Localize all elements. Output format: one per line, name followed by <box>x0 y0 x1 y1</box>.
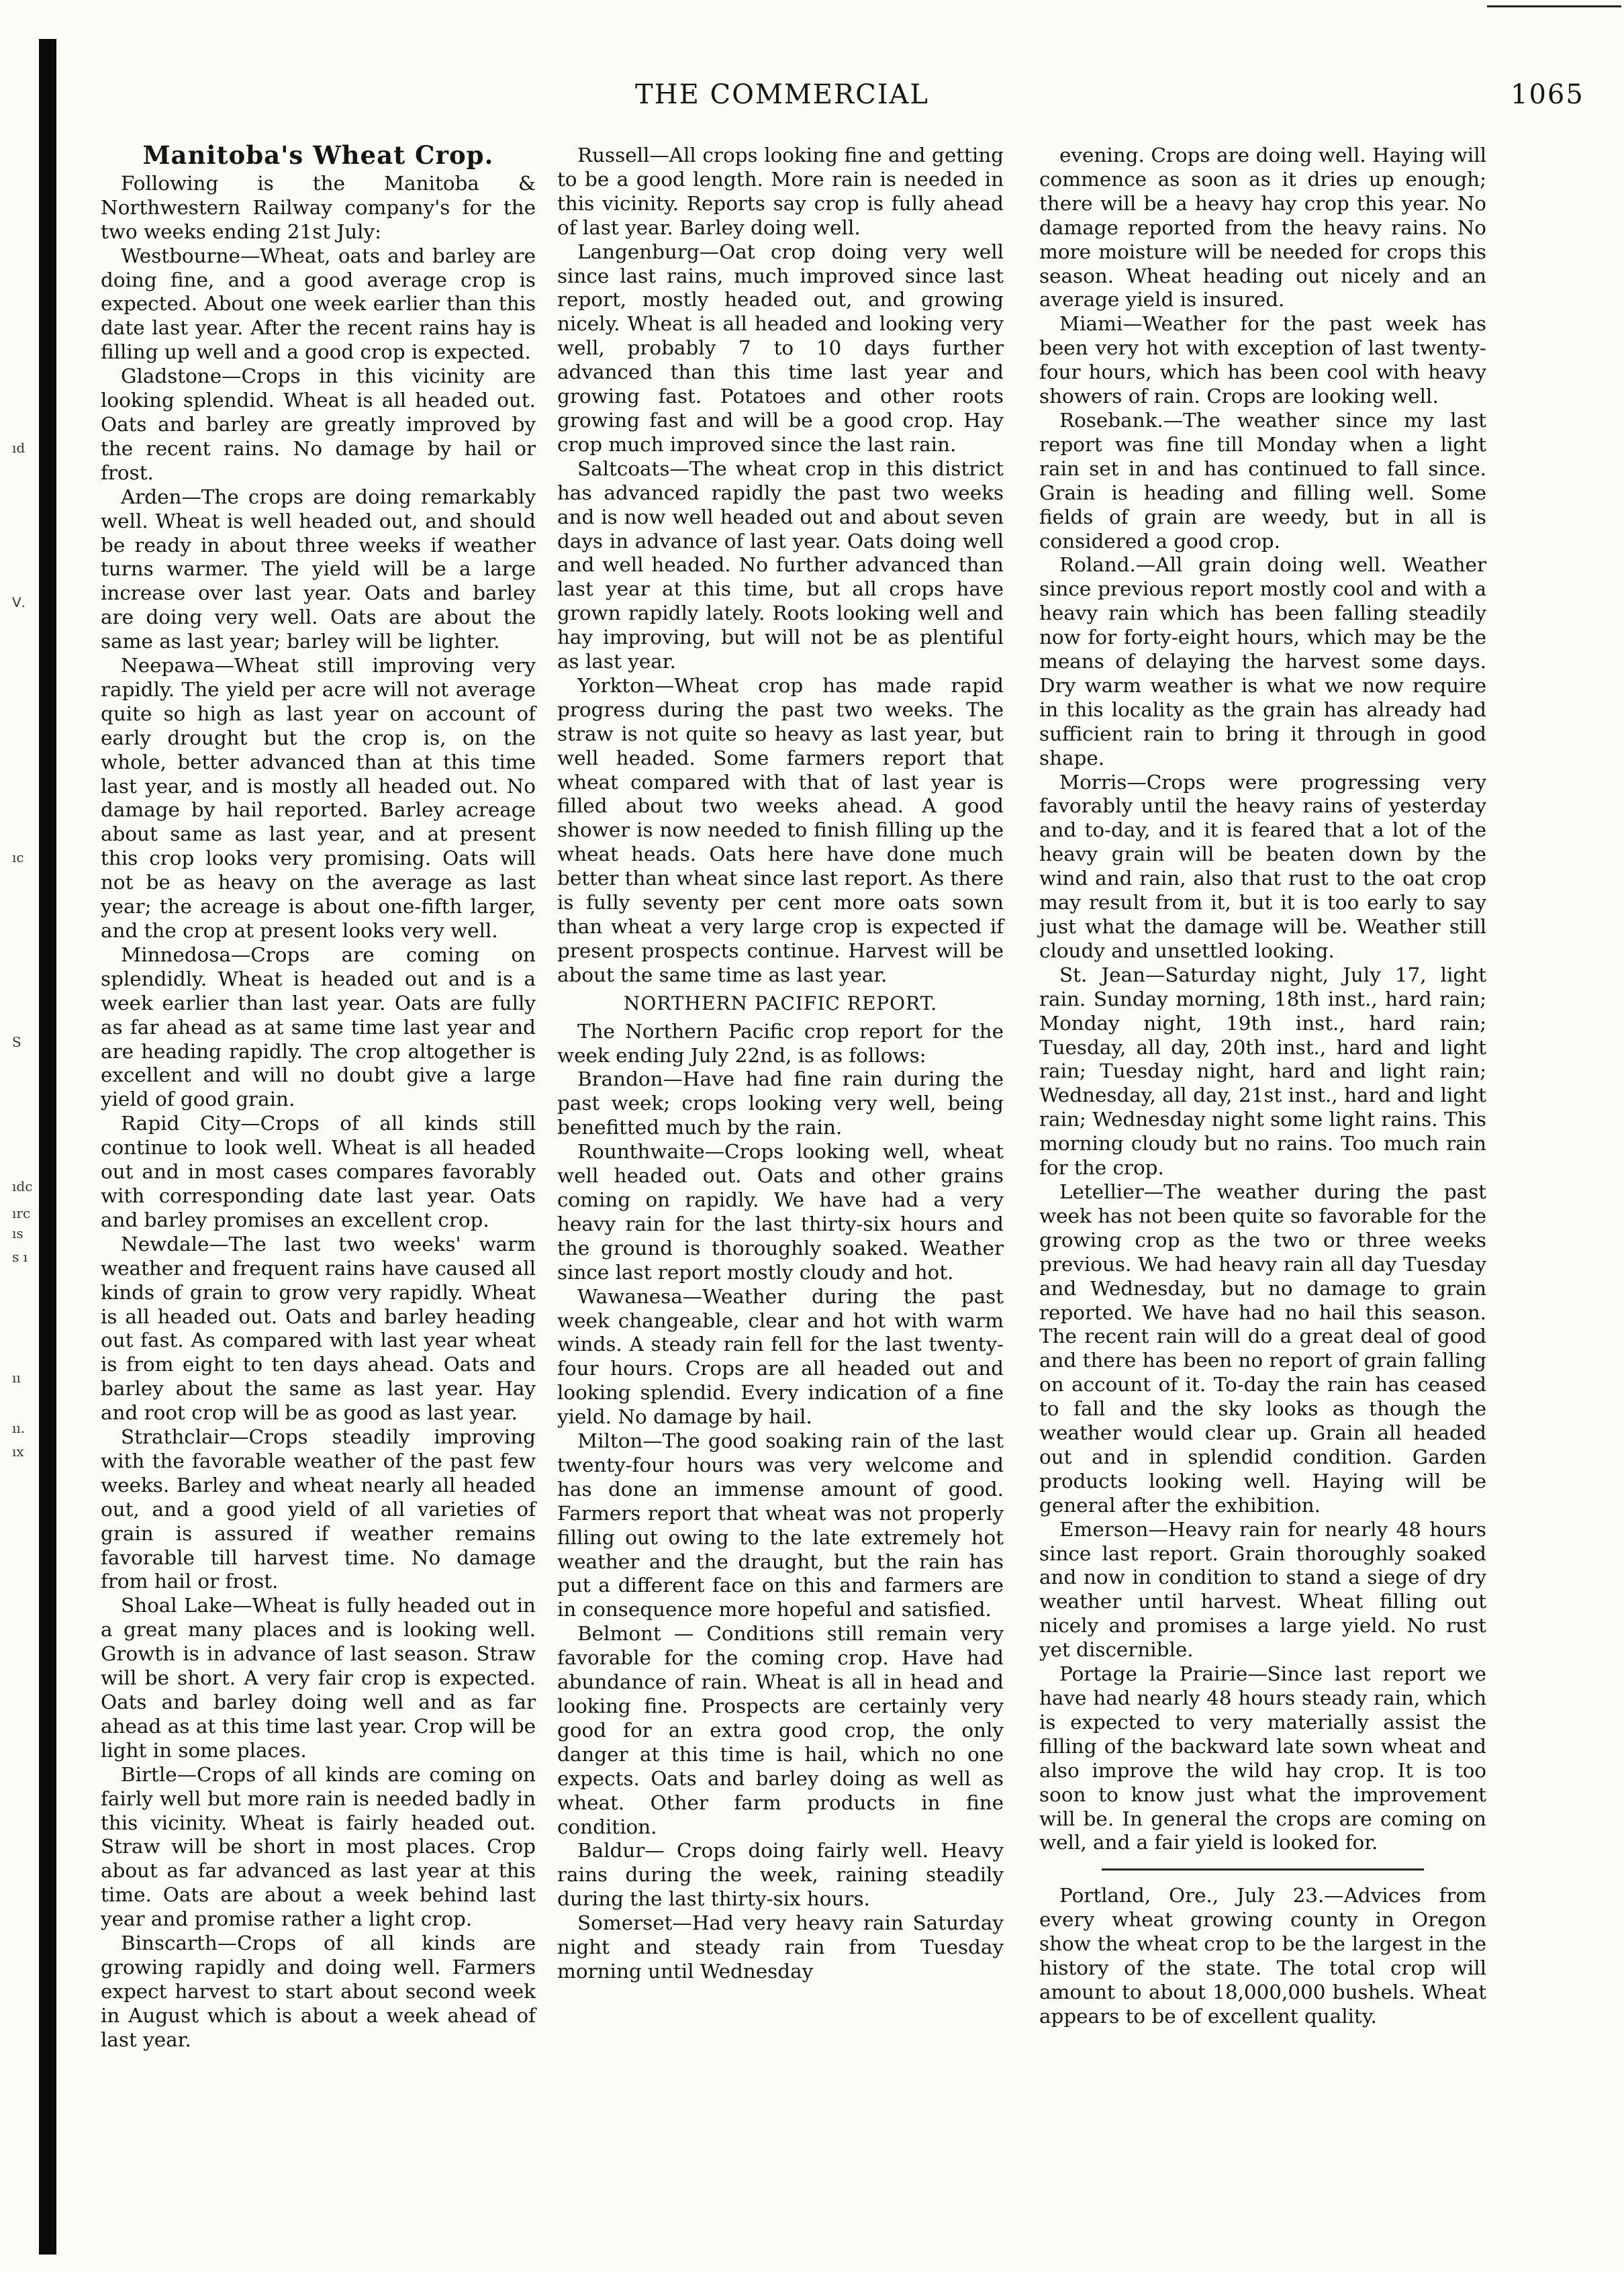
col3-paragraph: Emerson—Heavy rain for nearly 48 hours since last report. Grain thoroughly soaked and now in condition to stand a siege of dry weather until harvest. Wheat filling out nicely and promises a large yield. No rust yet discernible. <box>1039 1517 1486 1662</box>
col1-paragraph: Westbourne—Wheat, oats and barley are doing fine, and a good average crop is expected. About one week earlier than this date last year. After the recent rains hay is filling up well and a good crop is expected. <box>101 244 536 364</box>
col2-np-paragraph: Baldur— Crops doing fairly well. Heavy rains during the week, raining steadily during the last thirty-six hours. <box>557 1839 1004 1911</box>
column-3-body-top <box>1039 144 1486 1855</box>
column-1-body <box>101 172 536 2052</box>
col1-paragraph: Following is the Manitoba & Northwestern Railway company's for the two weeks ending 21st July: <box>101 171 536 243</box>
col3-paragraph: Morris—Crops were progressing very favorably until the heavy rains of yesterday and to-day, and it is feared that a lot of the heavy grain will be beaten down by the wind and rain, also that rust to the oat crop may result from it, but it is too early to say just what the damage will be. Weather still cloudy and unsettled looking. <box>1039 770 1486 962</box>
section-heading: NORTHERN PACIFIC REPORT. <box>623 992 938 1014</box>
page-number: 1065 <box>1511 79 1584 110</box>
margin-mark: ıs <box>12 1225 23 1241</box>
col3-paragraph: Portage la Prairie—Since last report we have had nearly 48 hours steady rain, which is expected to very materially assist the filling of the backward late sown wheat and also improve the wild hay crop. It is too soon to know just what the improvement will be. In general the crops are coming on well, and a fair yield is looked for. <box>1039 1662 1486 1854</box>
column-2-body-top <box>557 144 1004 988</box>
col2-np-paragraph: Somerset—Had very heavy rain Saturday night and steady rain from Tuesday morning until Wednesday <box>557 1911 1004 1983</box>
binding-shadow <box>39 39 56 2255</box>
margin-mark: ıx <box>12 1443 24 1460</box>
page-header-title: THE COMMERCIAL <box>635 79 929 110</box>
margin-mark: ıc <box>12 849 24 865</box>
top-edge-rule <box>1487 5 1621 7</box>
col3-paragraph: evening. Crops are doing well. Haying will commence as soon as it dries up enough; there will be a heavy hay crop this year. No damage reported from the heavy rains. No more moisture will be needed for crops this season. Wheat heading out nicely and an average yield is insured. <box>1039 144 1486 312</box>
col2-paragraph: Russell—All crops looking fine and getting to be a good length. More rain is needed in this vicinity. Reports say crop is fully ahead of last year. Barley doing well. <box>557 144 1004 239</box>
col1-paragraph: Birtle—Crops of all kinds are coming on fairly well but more rain is needed badly in this vicinity. Wheat is fairly headed out. Straw will be short in most places. Crop about as far advanced as last year at this time. Oats are about a week behind last year and promise rather a light crop. <box>101 1762 536 1931</box>
col3-paragraph: St. Jean—Saturday night, July 17, light rain. Sunday morning, 18th inst., hard rain; Monday night, 19th inst., hard rain; Tuesday, all day, 20th inst., hard and light rain; Tuesday night, hard and light rain; Wednesday, all day, 21st inst., hard and light rain; Wednesday night some light rains. This morning cloudy but no rains. Too much rain for the crop. <box>1039 963 1486 1180</box>
margin-mark: ıı <box>12 1370 21 1386</box>
col1-paragraph: Shoal Lake—Wheat is fully headed out in a great many places and is looking well. Growth is in advance of last season. Straw will be short. A very fair crop is expected. Oats and barley doing well and as far ahead as at this time last year. Crop will be light in some places. <box>101 1594 536 1762</box>
col2-np-paragraph: Wawanesa—Weather during the past week changeable, clear and hot with warm winds. A steady rain fell for the last twenty-four hours. Crops are all headed out and looking splendid. Every indication of a fine yield. No damage by hail. <box>557 1284 1004 1429</box>
column-3 <box>1039 144 1486 2029</box>
col2-np-paragraph: Belmont — Conditions still remain very favorable for the coming crop. Have had abundance of rain. Wheat is all in head and looking fine. Prospects are certainly very good for an extra good crop, the only danger at this time is hail, which no one expects. Oats and barley doing as well as wheat. Other farm products in fine condition. <box>557 1622 1004 1838</box>
column-2-body-bottom <box>557 1020 1004 1984</box>
col2-np-paragraph: Rounthwaite—Crops looking well, wheat well headed out. Oats and other grains coming on rapidly. We have had a very heavy rain for the last thirty-six hours and the ground is thoroughly soaked. Weather since last report mostly cloudy and hot. <box>557 1140 1004 1284</box>
column-1 <box>101 140 536 2052</box>
col2-paragraph: Yorkton—Wheat crop has made rapid progress during the past two weeks. The straw is not quite so heavy as last year, but well headed. Some farmers report that wheat compared with that of last year is filled about two weeks ahead. A good shower is now needed to finish filling up the wheat heads. Oats here have done much better than wheat since last report. As there is fully seventy per cent more oats sown than wheat a very large crop is expected if present prospects continue. Harvest will be about the same time as last year. <box>557 673 1004 986</box>
margin-mark: ırc <box>12 1205 31 1221</box>
col1-paragraph: Binscarth—Crops of all kinds are growing rapidly and doing well. Farmers expect harvest to start about second week in August which is about a week ahead of last year. <box>101 1932 536 2051</box>
margin-mark: ᐯ. <box>12 594 26 610</box>
col3-portland-paragraph: Portland, Ore., July 23.—Advices from every wheat growing county in Oregon show the wheat crop to be the largest in the history of the state. The total crop will amount to about 18,000,000 bushels. Wheat appears to be of excellent quality. <box>1039 1884 1486 2028</box>
col2-np-paragraph: Milton—The good soaking rain of the last twenty-four hours was very welcome and has done an immense amount of good. Farmers report that wheat was not properly filling out owing to the late extremely hot weather and the draught, but the rain has put a different face on this and farmers are in consequence more hopeful and satisfied. <box>557 1429 1004 1621</box>
col1-paragraph: Strathclair—Crops steadily improving with the favorable weather of the past few weeks. Barley and wheat nearly all headed out, and a good yield of all varieties of grain is assured if weather remains favorable till harvest time. No damage from hail or frost. <box>101 1425 536 1593</box>
col3-paragraph: Letellier—The weather during the past week has not been quite so favorable for the growing crop as the two or three weeks previous. We had heavy rain all day Tuesday and Wednesday, but no damage to grain reported. We have had no hail this season. The recent rain will do a great deal of good and there has been no report of grain falling on account of it. To-day the rain has ceased to fall and the sky looks as though the weather would clear up. Grain all headed out and in splendid condition. Garden products looking well. Haying will be general after the exhibition. <box>1039 1180 1486 1517</box>
col3-paragraph: Roland.—All grain doing well. Weather since previous report mostly cool and with a heavy rain which has been falling steadily now for forty-eight hours, which may be the means of delaying the harvest some days. Dry warm weather is what we now require in this locality as the grain has already had sufficient rain to bring it through in good shape. <box>1039 553 1486 769</box>
col1-paragraph: Gladstone—Crops in this vicinity are looking splendid. Wheat is all headed out. Oats and barley are greatly improved by the recent rains. No damage by hail or frost. <box>101 365 536 484</box>
margin-mark: ıdc <box>12 1178 33 1194</box>
margin-mark: S <box>12 1034 21 1050</box>
column-3-body-bottom <box>1039 1884 1486 2028</box>
col1-paragraph: Rapid City—Crops of all kinds still continue to look well. Wheat is all headed out and in most cases compares favorably with corresponding date last year. Oats and barley promises an excellent crop. <box>101 1112 536 1231</box>
col1-paragraph: Arden—The crops are doing remarkably well. Wheat is well headed out, and should be ready in about three weeks if weather turns warmer. The yield will be a large increase over last year. Oats and barley are doing very well. Oats are about the same as last year; barley will be lighter. <box>101 485 536 653</box>
column-separator-rule <box>1102 1868 1424 1871</box>
margin-mark: ꜱ ı <box>12 1249 28 1265</box>
col3-paragraph: Rosebank.—The weather since my last report was fine till Monday when a light rain set in and has continued to fall since. Grain is heading and filling well. Some fields of grain are weedy, but in all is considered a good crop. <box>1039 408 1486 553</box>
col2-np-paragraph: The Northern Pacific crop report for the week ending July 22nd, is as follows: <box>557 1019 1004 1067</box>
col2-paragraph: Langenburg—Oat crop doing very well since last rains, much improved since last report, mostly headed out, and growing nicely. Wheat is all headed and looking very well, probably 7 to 10 days further advanced than this time last year and growing fast. Potatoes and other roots growing fast and will be a good crop. Hay crop much improved since the last rain. <box>557 240 1004 456</box>
col2-paragraph: Saltcoats—The wheat crop in this district has advanced rapidly the past two weeks and is now well headed out and about seven days in advance of last year. Oats doing well and well headed. No further advanced than last year at this time, but all crops have grown rapidly lately. Roots looking well and hay improving, but will not be as plentiful as last year. <box>557 457 1004 673</box>
col1-paragraph: Minnedosa—Crops are coming on splendidly. Wheat is headed out and is a week earlier than last year. Oats are fully as far ahead as at same time last year and are heading rapidly. The crop altogether is excellent and will no doubt give a large yield of good grain. <box>101 943 536 1111</box>
col3-paragraph: Miami—Weather for the past week has been very hot with exception of last twenty-four hours, which has been cool with heavy showers of rain. Crops are looking well. <box>1039 312 1486 408</box>
col1-paragraph: Neepawa—Wheat still improving very rapidly. The yield per acre will not average quite so high as last year on account of early drought but the crop is, on the whole, better advanced than at this time last year, and is mostly all headed out. No damage by hail reported. Barley acreage about same as last year, and at present this crop looks very promising. Oats will not be as heavy on the average as last year; the acreage is about one-fifth larger, and the crop at present looks very well. <box>101 654 536 942</box>
column-2 <box>557 144 1004 1984</box>
col2-np-paragraph: Brandon—Have had fine rain during the past week; crops looking very well, being benefitted much by the rain. <box>557 1068 1004 1139</box>
margin-mark: ıı. <box>12 1420 26 1436</box>
margin-mark: ıd <box>12 440 26 456</box>
col1-paragraph: Newdale—The last two weeks' warm weather and frequent rains have caused all kinds of grain to grow very rapidly. Wheat is all headed out. Oats and barley heading out fast. As compared with last year wheat is from eight to ten days ahead. Oats and barley about the same as last year. Hay and root crop will be as good as last year. <box>101 1232 536 1425</box>
article-title: Manitoba's Wheat Crop. <box>142 140 494 170</box>
